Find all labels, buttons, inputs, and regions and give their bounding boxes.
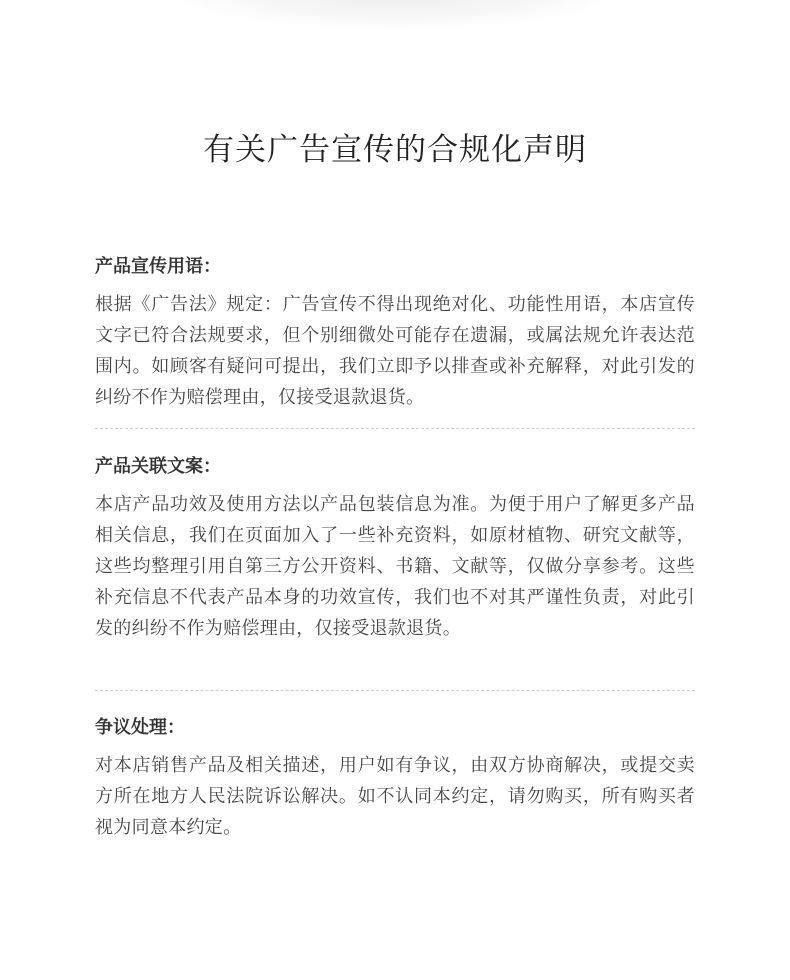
top-shadow-decoration <box>175 0 615 30</box>
section-divider <box>95 428 695 429</box>
section-heading: 争议处理： <box>95 717 185 738</box>
section-product-promotion <box>95 255 695 413</box>
section-body: 根据《广告法》规定：广告宣传不得出现绝对化、功能性用语，本店宣传文字已符合法规要求，但个别细微处可能存在遗漏，或属法规允许表达范围内。如顾客有疑问可提出，我们立即予以排查或补充解释，对此引发的纠纷不作为赔偿理由，仅接受退款退货。 <box>95 294 695 408</box>
section-heading: 产品关联文案： <box>95 456 221 477</box>
section-dispute-resolution <box>95 716 695 843</box>
section-body: 本店产品功效及使用方法以产品包装信息为准。为便于用户了解更多产品相关信息，我们在页面加入了一些补充资料，如原材植物、研究文献等，这些均整理引用自第三方公开资料、书籍、文献等，仅做分享参考。这些补充信息不代表产品本身的功效宣传，我们也不对其严谨性负责，对此引发的纠纷不作为赔偿理由，仅接受退款退货。 <box>95 494 695 639</box>
section-divider <box>95 690 695 691</box>
section-body: 对本店销售产品及相关描述，用户如有争议，由双方协商解决，或提交卖方所在地方人民法院诉讼解决。如不认同本约定，请勿购买，所有购买者视为同意本约定。 <box>95 755 695 838</box>
section-heading: 产品宣传用语： <box>95 256 221 277</box>
page-title: 有关广告宣传的合规化声明 <box>203 132 587 168</box>
section-related-copy <box>95 455 695 644</box>
